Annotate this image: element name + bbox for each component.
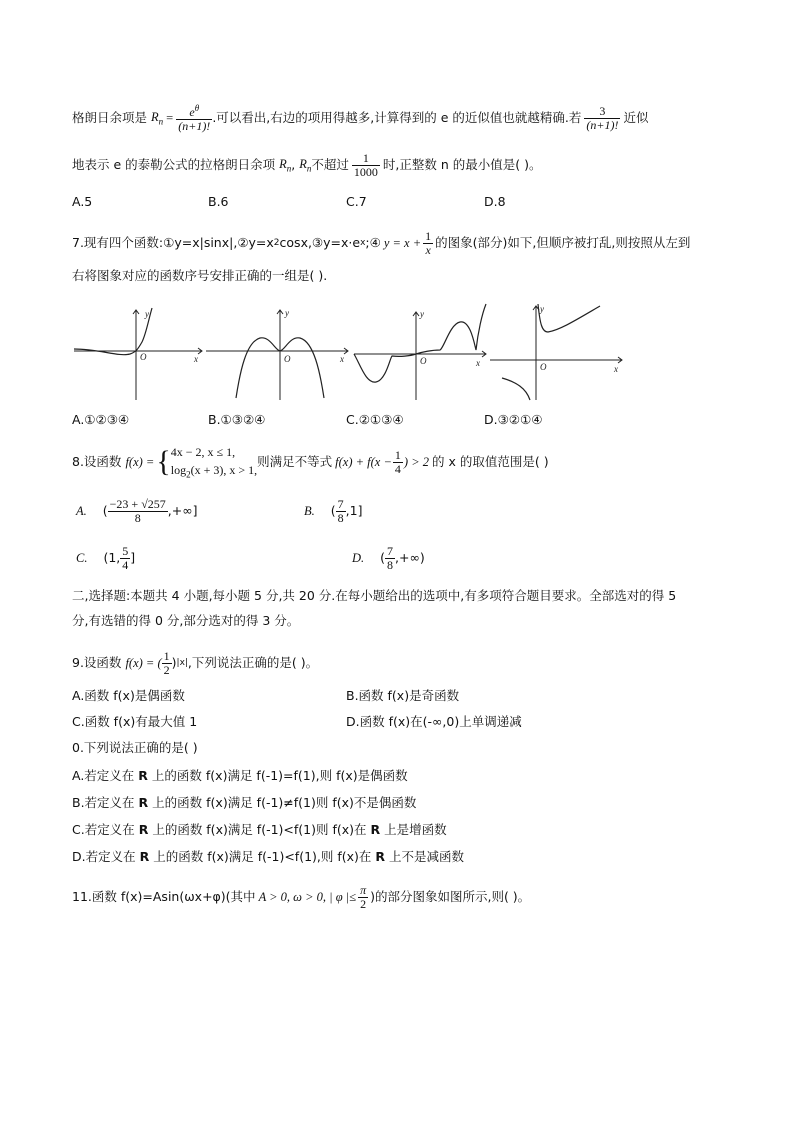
option-label: B. [304,504,315,519]
rn-symbol: $R_n$ [279,156,292,174]
case-1: 4x − 2, x ≤ 1, [170,445,236,459]
option-tail: ,1] [345,503,363,519]
exponent: |x| [176,658,188,669]
three-over-factorial-fraction: $\frac{3}{(n+1)!}$ [586,104,619,133]
condition: A > 0, ω > 0, | φ |≤ [258,890,357,905]
left-brace: { [156,445,171,479]
rn-symbol: $R_n$ [299,156,312,174]
p6-text: .可以看出,右边的项用得越多,计算得到的 e 的近似值也就越精确.若 [212,110,582,126]
graph2-origin-label: O [284,354,291,364]
option-a-fraction: $\frac{-23 + √257}{8}$ [109,497,166,526]
p8-text: 则满足不等式 [257,454,333,470]
fx-label: f(x) = [125,455,155,470]
p8-option-c[interactable] [76,545,135,572]
p9-option-b[interactable]: B.函数 f(x)是奇函数 [346,688,460,703]
one-over-thousand-fraction: $\frac{1}{1000}$ [353,151,378,180]
p11-text: )的部分图象如图所示,则( ) [370,889,518,905]
p8-option-b[interactable] [304,498,362,525]
p7-text: 7.现有四个函数:①y=x|sinx|,②y=x [72,235,274,251]
p8-text: 的 x 的取值范围是( ) [432,454,549,470]
end-mark: 。 [517,889,531,905]
formula: y = x + [383,236,422,251]
end-mark: 。 [529,157,542,173]
p8-line1 [72,443,549,482]
lagrange-remainder-fraction: $\frac{e^\theta}{(n+1)!}$ [178,103,211,134]
p6-text: 不超过 [311,157,349,173]
p9-text: ,下列说法正确的是( ) [187,655,306,671]
p9-stem: 9.设函数 f(x) = ( $\frac{1}{2}$ ) |x| ,下列说法正确的是( ) 。 [72,649,319,678]
inequality: ) > 2 [403,455,430,470]
option-tail: ,+∞] [167,503,198,519]
half-fraction: $\frac{1}{2}$ [163,649,170,678]
p8-option-a[interactable] [76,498,198,525]
option-c-fraction: $\frac{5}{4}$ [122,544,129,573]
graph3-y-label: y [420,309,424,319]
section2-line1: 二,选择题:本题共 4 小题,每小题 5 分,共 20 分.在每小题给出的选项中,有多项符合题目要求。全部选对的得 5 [72,588,677,603]
p6-option-c[interactable]: C.7 [346,194,367,209]
p7-text: cosx,③y=x·e [279,235,361,251]
option-label: C. [76,551,88,566]
option-label: D. [352,551,365,566]
p6-text: 近似 [623,110,649,126]
graph2-y-label: y [285,308,289,318]
p10-option-c[interactable]: C.若定义在 R 上的函数 f(x)满足 f(-1)<f(1)则 f(x)在 R 上是增函数 [72,822,447,837]
p11-stem [72,884,530,911]
p8-text: 8.设函数 [72,454,122,470]
graph1-x-label: x [194,354,198,364]
p9-text: 9.设函数 [72,655,122,671]
p10-stem: 0.下列说法正确的是( ) [72,740,198,755]
p10-option-d[interactable]: D.若定义在 R 上的函数 f(x)满足 f(-1)<f(1),则 f(x)在 R 上不是减函数 [72,849,465,864]
graph3-x-label: x [476,358,480,368]
rn-symbol: $R_n$ [151,109,164,127]
p11-text: 11.函数 f(x)=Asin(ωx+φ)(其中 [72,889,256,905]
p6-option-a[interactable]: A.5 [72,194,93,209]
option-head: (1, [103,550,121,566]
p6-text: 格朗日余项是 [72,110,148,126]
p6-line2 [72,152,542,179]
graph-1 [74,308,202,400]
graph2-x-label: x [340,354,344,364]
end-mark: 。 [305,655,319,671]
p7-option-d[interactable]: D.③②①④ [484,412,543,427]
p7-text: ;④ [365,235,381,251]
option-b-fraction: $\frac{7}{8}$ [337,497,344,526]
graph3-origin-label: O [420,356,427,366]
paren: ( [380,550,386,566]
comma: , [291,157,296,173]
p9-option-a[interactable]: A.函数 f(x)是偶函数 [72,688,185,703]
p9-option-c[interactable]: C.函数 f(x)有最大值 1 [72,714,198,729]
superscript: 2 [273,238,280,249]
piecewise-cases [171,443,257,482]
p6-text: 地表示 e 的泰勒公式的拉格朗日余项 [72,157,276,173]
p6-line1 [72,104,648,133]
p10-option-b[interactable]: B.若定义在 R 上的函数 f(x)满足 f(-1)≠f(1)则 f(x)不是偶函数 [72,795,417,810]
equals: = [166,111,174,126]
paren: ( [102,503,108,519]
graph1-y-label: y [145,309,149,319]
fx-label: f(x) = ( [125,656,162,671]
graph1-origin-label: O [140,352,147,362]
inequality: f(x) + f(x − [335,455,392,470]
option-tail: ,+∞) [395,550,425,566]
pi-over-two-fraction: $\frac{\pi}{2}$ [360,883,367,912]
p7-text: 的图象(部分)如下,但顺序被打乱,则按照从左到 [435,235,691,251]
option-tail: ] [130,550,136,566]
case-2: $\log_2(x + 3)$, x > 1, [170,463,258,480]
graph4-origin-label: O [540,362,547,372]
superscript: x [360,238,366,249]
p9-option-d[interactable]: D.函数 f(x)在(-∞,0)上单调递减 [346,714,522,729]
one-over-x-fraction: $\frac{1}{x}$ [425,229,432,258]
p8-option-d[interactable] [352,545,425,572]
p7-option-c[interactable]: C.②①③④ [346,412,404,427]
graph4-x-label: x [614,364,618,374]
p7-line2: 右将图象对应的函数序号安排正确的一组是( ). [72,268,328,283]
p6-option-d[interactable]: D.8 [484,194,506,209]
p6-text: 时,正整数 n 的最小值是( ) [382,157,529,173]
option-label: A. [76,504,87,519]
graph-4 [490,304,622,400]
section2-line2: 分,有选错的得 0 分,部分选对的得 3 分。 [72,613,300,628]
graph-2 [206,310,348,400]
p6-option-b[interactable]: B.6 [208,194,229,209]
p7-option-b[interactable]: B.①③②④ [208,412,266,427]
p7-option-a[interactable]: A.①②③④ [72,412,130,427]
quarter-fraction: $\frac{1}{4}$ [394,447,401,476]
p10-option-a[interactable]: A.若定义在 R 上的函数 f(x)满足 f(-1)=f(1),则 f(x)是偶函数 [72,768,408,783]
p7-graphs [70,302,630,402]
paren: ( [330,503,336,519]
graph4-y-label: y [540,304,544,314]
p7-line1 [72,230,690,257]
option-d-fraction: $\frac{7}{8}$ [387,544,394,573]
